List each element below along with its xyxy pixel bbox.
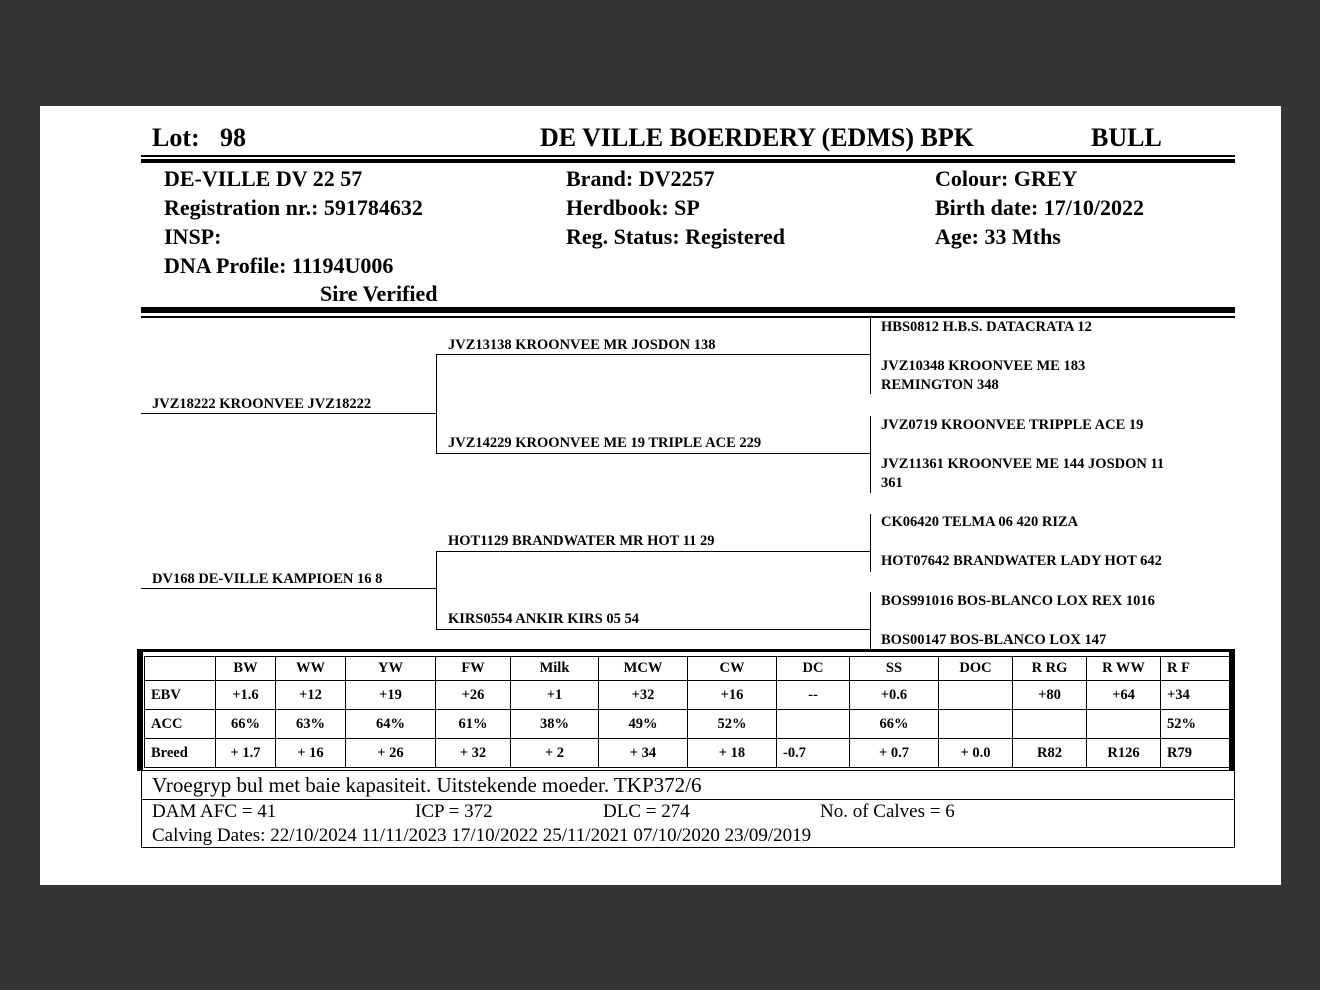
ebv-cell: 66% [850,710,939,739]
ebv-cell: +1 [511,681,599,710]
header-rule-thin [141,155,1235,157]
dam-afc: DAM AFC = 41 [152,801,277,822]
pedigree-gg-4: JVZ11361 KROONVEE ME 144 JOSDON 11 [881,456,1165,472]
ped-line [436,629,870,630]
brand: Brand: DV2257 [566,166,715,191]
pedigree-gg-8: BOS00147 BOS-BLANCO LOX 147 [881,632,1107,648]
comment-box [141,770,1235,800]
no-of-calves: No. of Calves = 6 [820,801,955,822]
ebv-cell [939,710,1013,739]
pedigree-gg-3: JVZ0719 KROONVEE TRIPPLE ACE 19 [881,417,1144,433]
ebv-cell: +32 [599,681,688,710]
ebv-cell [1087,710,1161,739]
ebv-cell: + 0.0 [939,739,1013,768]
ebv-cell: -- [777,681,850,710]
ped-connector [870,318,871,394]
dlc: DLC = 274 [603,801,690,822]
insp-label: INSP: [164,224,222,249]
ebv-col-header: MCW [599,657,688,681]
ebv-cell: 66% [216,710,276,739]
ebv-col-header: YW [346,657,436,681]
pedigree-gg-4-cont: 361 [881,475,903,491]
ebv-header-row [145,657,1235,681]
ebv-cell: + 16 [276,739,346,768]
ebv-cell: R79 [1161,739,1235,768]
ebv-cell: +19 [346,681,436,710]
ebv-cell: + 1.7 [216,739,276,768]
ped-connector [870,416,871,493]
pedigree-gg-2: JVZ10348 KROONVEE ME 183 [881,358,1086,374]
ebv-col-header: SS [850,657,939,681]
age: Age: 33 Mths [935,224,1061,249]
pedigree-gg-5: CK06420 TELMA 06 420 RIZA [881,514,1079,530]
ebv-cell: 52% [1161,710,1235,739]
ebv-cell: + 32 [436,739,511,768]
ebv-row [145,681,1235,710]
ebv-cell: +80 [1013,681,1087,710]
info-rule-thick [141,307,1235,313]
breed-row [145,739,1235,768]
ebv-col-header: CW [688,657,777,681]
ebv-cell: +16 [688,681,777,710]
ebv-row-label: ACC [145,710,216,739]
animal-name: DE-VILLE DV 22 57 [164,166,363,191]
ebv-cell [777,710,850,739]
registration-number: Registration nr.: 591784632 [164,195,423,220]
pedigree-dam-dam: KIRS0554 ANKIR KIRS 05 54 [448,611,639,627]
pedigree-dam: DV168 DE-VILLE KAMPIOEN 16 8 [152,571,383,587]
pedigree-gg-1: HBS0812 H.B.S. DATACRATA 12 [881,319,1092,335]
ebv-cell: +0.6 [850,681,939,710]
info-rule-thin [141,316,1235,318]
ebv-cell: +64 [1087,681,1161,710]
pedigree-sire: JVZ18222 KROONVEE JVZ18222 [152,396,372,412]
ebv-cell: + 0.7 [850,739,939,768]
ebv-col-header: R WW [1087,657,1161,681]
herdbook: Herdbook: SP [566,195,700,220]
ebv-cell: 61% [436,710,511,739]
ebv-col-header: Milk [511,657,599,681]
ebv-cell [939,681,1013,710]
pedigree-gg-2-cont: REMINGTON 348 [881,377,999,393]
calving-dates: Calving Dates: 22/10/2024 11/11/2023 17/10/2022 25/11/2021 07/10/2020 23/09/2019 [152,825,812,846]
ped-connector [436,354,437,454]
ebv-table [144,656,1235,768]
pedigree-sire-dam: JVZ14229 KROONVEE ME 19 TRIPLE ACE 229 [448,435,762,451]
reg-status: Reg. Status: Registered [566,224,785,249]
ebv-col-header: R F [1161,657,1235,681]
sex-label: BULL [1091,123,1162,152]
lot-label: Lot: [152,123,200,152]
ebv-col-header: DOC [939,657,1013,681]
ebv-cell: + 18 [688,739,777,768]
dna-profile: DNA Profile: 11194U006 [164,253,394,278]
ped-line [141,413,436,414]
ebv-col-header: R RG [1013,657,1087,681]
ped-line [436,453,870,454]
ebv-cell: 49% [599,710,688,739]
ebv-cell: +1.6 [216,681,276,710]
dam-stats-box [141,799,1235,848]
ebv-cell: 38% [511,710,599,739]
ebv-row-label: Breed [145,739,216,768]
pedigree-gg-7: BOS991016 BOS-BLANCO LOX REX 1016 [881,593,1155,609]
ebv-col-header: FW [436,657,511,681]
header-rule-thick [141,159,1235,163]
comment-text: Vroegryp bul met baie kapasiteit. Uitstekende moeder. TKP372/6 [152,773,702,797]
pedigree-dam-sire: HOT1129 BRANDWATER MR HOT 11 29 [448,533,715,549]
ebv-cell: +26 [436,681,511,710]
ebv-cell: + 34 [599,739,688,768]
lot-number: 98 [220,123,246,152]
ebv-cell: 52% [688,710,777,739]
birth-date: Birth date: 17/10/2022 [935,195,1144,220]
acc-row [145,710,1235,739]
ebv-row-label: EBV [145,681,216,710]
ebv-cell: -0.7 [777,739,850,768]
sire-verified: Sire Verified [320,281,438,306]
ped-line [436,551,870,552]
colour: Colour: GREY [935,166,1078,191]
pedigree-sire-sire: JVZ13138 KROONVEE MR JOSDON 138 [448,337,716,353]
farm-name: DE VILLE BOERDERY (EDMS) BPK [540,123,974,152]
ped-connector [436,551,437,630]
ebv-cell: 63% [276,710,346,739]
ebv-cell [1013,710,1087,739]
ebv-cell: +12 [276,681,346,710]
icp: ICP = 372 [415,801,493,822]
ped-line [436,354,870,355]
ebv-col-header: DC [777,657,850,681]
ped-connector [870,514,871,572]
ped-line [141,588,436,589]
ebv-col-header: BW [216,657,276,681]
lot-card [40,106,1281,885]
ped-connector [870,592,871,650]
ebv-cell: R82 [1013,739,1087,768]
ebv-col-header: WW [276,657,346,681]
ebv-col-header [145,657,216,681]
ebv-cell: 64% [346,710,436,739]
ebv-cell: +34 [1161,681,1235,710]
pedigree-gg-6: HOT07642 BRANDWATER LADY HOT 642 [881,553,1162,569]
ebv-cell: + 2 [511,739,599,768]
ebv-cell: + 26 [346,739,436,768]
ebv-cell: R126 [1087,739,1161,768]
